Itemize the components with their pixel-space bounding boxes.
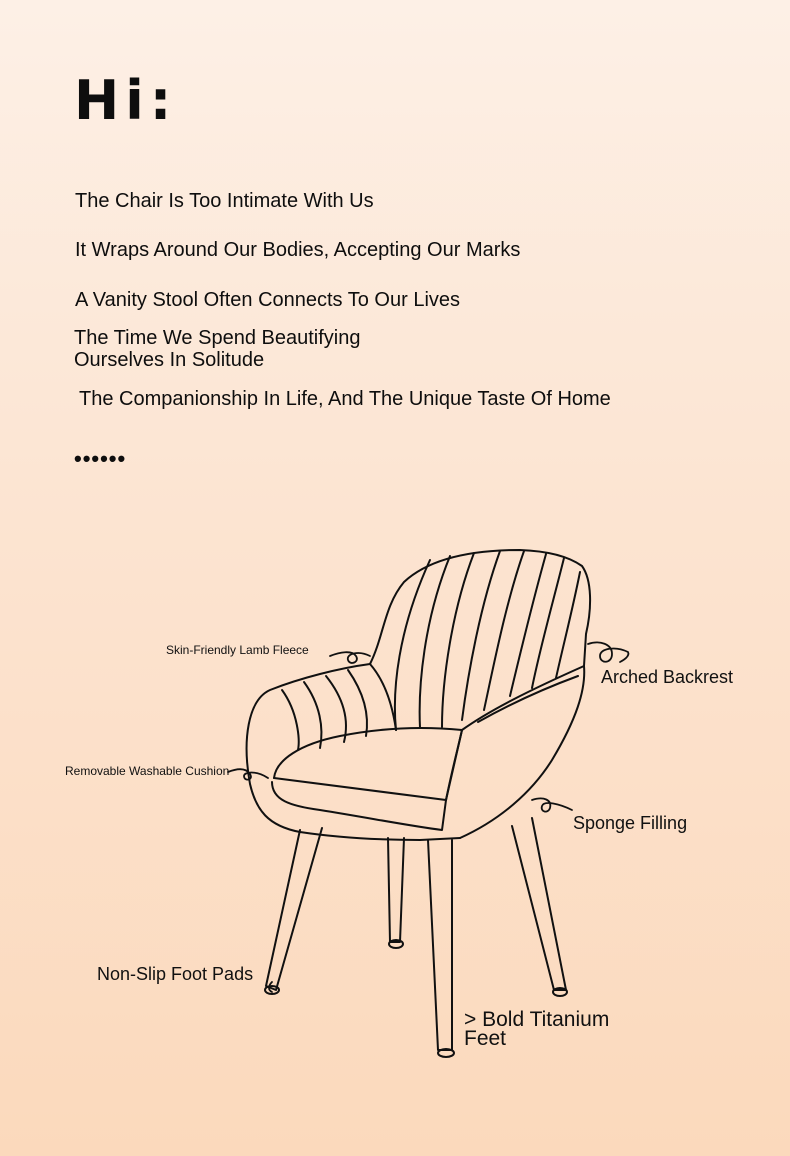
chair-backrest-outline [370,550,590,666]
intro-line-1: The Chair Is Too Intimate With Us [75,190,374,212]
greeting-heading: Hi: [74,69,178,132]
backrest-channel-lines [395,551,580,730]
label-removable-cushion: Removable Washable Cushion [65,764,230,778]
label-bold-titanium-feet: > Bold Titanium Feet [464,1008,610,1050]
intro-line-3: A Vanity Stool Often Connects To Our Lives [75,289,461,311]
label-non-slip-foot-pads: Non-Slip Foot Pads [97,964,254,984]
chair-right-armrest [460,666,584,838]
chair-seat-cushion [274,728,462,778]
chair-left-armrest [247,664,420,840]
label-sponge-filling: Sponge Filling [573,813,688,833]
intro-line-2: It Wraps Around Our Bodies, Accepting Our Marks [75,239,521,261]
intro-line-5: The Companionship In Life, And The Unique Taste Of Home [79,388,611,410]
annotation-pointers [228,642,628,992]
ellipsis: •••••• [74,446,127,471]
label-arched-backrest: Arched Backrest [601,667,734,687]
label-lamb-fleece: Skin-Friendly Lamb Fleece [166,643,309,657]
intro-line-4: The Time We Spend Beautifying Ourselves In Solitude [74,327,361,371]
